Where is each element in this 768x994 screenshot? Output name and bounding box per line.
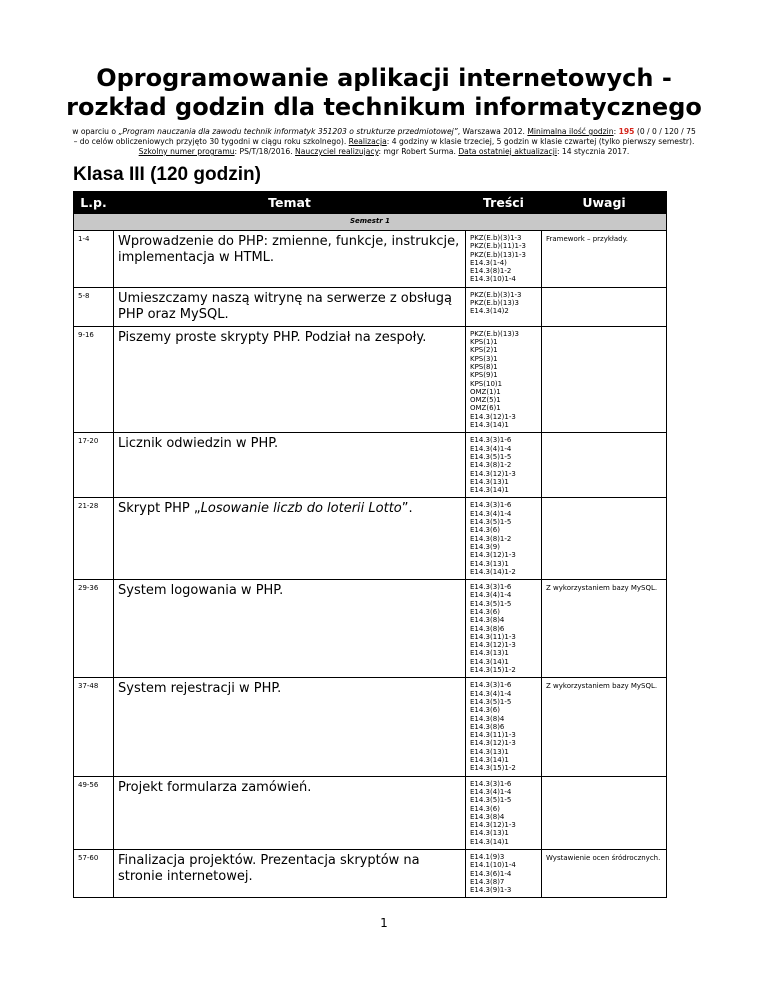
lesson-number: 57-60 bbox=[74, 850, 114, 898]
content-code: E14.3(13)1 bbox=[470, 477, 509, 486]
content-code: E14.3(3)1-6 bbox=[470, 681, 512, 690]
teacher-label: Nauczyciel realizujący bbox=[295, 147, 379, 156]
content-code: E14.3(8)6 bbox=[470, 722, 505, 731]
content-code: E14.3(12)1-3 bbox=[470, 469, 516, 478]
table-row bbox=[74, 326, 667, 433]
content-code: KPS(3)1 bbox=[470, 354, 498, 363]
intro-text: : 4 godziny w klasie trzeciej, 5 godzin w klasie czwartej (tylko pierwszy semestr). bbox=[386, 137, 695, 146]
content-code: E14.3(8)4 bbox=[470, 616, 505, 625]
intro-text: : mgr Robert Surma. bbox=[378, 147, 459, 156]
content-code: E14.3(8)1-2 bbox=[470, 534, 512, 543]
content-code: E14.3(3)1-6 bbox=[470, 436, 512, 445]
content-code: E14.3(5)1-5 bbox=[470, 796, 512, 805]
content-code: E14.3(9)1-3 bbox=[470, 886, 512, 895]
lesson-number: 9-16 bbox=[74, 326, 114, 433]
lesson-number: 37-48 bbox=[74, 678, 114, 776]
content-code: E14.3(4)1-4 bbox=[470, 591, 512, 600]
content-code: E14.3(8)6 bbox=[470, 624, 505, 633]
content-code: E14.3(12)1-3 bbox=[470, 551, 516, 560]
table-row bbox=[74, 433, 667, 498]
lesson-number: 29-36 bbox=[74, 580, 114, 678]
header-tresci: Treści bbox=[466, 192, 542, 214]
content-code: KPS(8)1 bbox=[470, 362, 498, 371]
content-code: PKZ(E.b)(13)3 bbox=[470, 329, 519, 338]
lesson-content-codes bbox=[466, 498, 542, 580]
intro-text: , Warszawa 2012. bbox=[457, 127, 528, 136]
content-code: E14.3(5)1-5 bbox=[470, 599, 512, 608]
content-code: E14.1(10)1-4 bbox=[470, 861, 516, 870]
lesson-notes: Z wykorzystaniem bazy MySQL. bbox=[542, 678, 667, 776]
lesson-notes bbox=[542, 433, 667, 498]
lesson-topic: System rejestracji w PHP. bbox=[114, 678, 466, 776]
table-header-row bbox=[74, 192, 667, 214]
content-code: E14.3(3)1-6 bbox=[470, 501, 512, 510]
lesson-number: 1-4 bbox=[74, 231, 114, 288]
content-code: E14.3(4)1-4 bbox=[470, 509, 512, 518]
lesson-content-codes bbox=[466, 776, 542, 849]
content-code: E14.3(8)4 bbox=[470, 812, 505, 821]
content-code: E14.3(14)1 bbox=[470, 486, 509, 495]
intro-paragraph bbox=[72, 127, 696, 157]
title-line-1: Oprogramowanie aplikacji internetowych - bbox=[96, 64, 672, 92]
lesson-notes: Z wykorzystaniem bazy MySQL. bbox=[542, 580, 667, 678]
topic-text: ”. bbox=[401, 501, 413, 517]
content-code: E14.3(13)1 bbox=[470, 829, 509, 838]
topic-italic: Losowanie liczb do loterii Lotto bbox=[200, 501, 402, 517]
content-code: PKZ(E.b)(11)1-3 bbox=[470, 242, 526, 251]
lesson-content-codes bbox=[466, 433, 542, 498]
lesson-notes bbox=[542, 326, 667, 433]
content-code: E14.3(15)1-2 bbox=[470, 666, 516, 675]
content-code: PKZ(E.b)(3)1-3 bbox=[470, 290, 522, 299]
lesson-notes bbox=[542, 776, 667, 849]
content-code: E14.3(8)1-2 bbox=[470, 461, 512, 470]
lesson-content-codes bbox=[466, 231, 542, 288]
content-code: KPS(2)1 bbox=[470, 346, 498, 355]
content-code: E14.3(15)1-2 bbox=[470, 764, 516, 773]
content-code: E14.3(8)1-2 bbox=[470, 267, 512, 276]
realization-label: Realizacja bbox=[348, 137, 387, 146]
lesson-content-codes bbox=[466, 678, 542, 776]
min-hours-label: Minimalna ilość godzin bbox=[527, 127, 614, 136]
program-name: „Program nauczania dla zawodu technik informatyk 351203 o strukturze przedmiotowej” bbox=[118, 127, 458, 136]
content-code: KPS(1)1 bbox=[470, 338, 498, 347]
semester-row bbox=[74, 214, 667, 231]
table-row bbox=[74, 580, 667, 678]
content-code: E14.3(4)1-4 bbox=[470, 444, 512, 453]
content-code: E14.3(11)1-3 bbox=[470, 632, 516, 641]
content-code: PKZ(E.b)(3)1-3 bbox=[470, 234, 522, 242]
table-row bbox=[74, 850, 667, 898]
content-code: E14.3(10)1-4 bbox=[470, 275, 516, 284]
lesson-topic: Wprowadzenie do PHP: zmienne, funkcje, instrukcje, implementacja w HTML. bbox=[114, 231, 466, 288]
content-code: OMZ(1)1 bbox=[470, 387, 501, 396]
document-title bbox=[40, 64, 728, 122]
content-code: E14.3(6) bbox=[470, 804, 500, 813]
lesson-number: 49-56 bbox=[74, 776, 114, 849]
content-code: E14.3(3)1-6 bbox=[470, 779, 512, 788]
lesson-notes: Framework – przykłady. bbox=[542, 231, 667, 288]
topic-text: Skrypt PHP „ bbox=[118, 501, 201, 517]
lesson-number: 21-28 bbox=[74, 498, 114, 580]
lesson-topic: Licznik odwiedzin w PHP. bbox=[114, 433, 466, 498]
content-code: PKZ(E.b)(13)3 bbox=[470, 299, 519, 308]
title-line-2: rozkład godzin dla technikum informatycznego bbox=[66, 93, 702, 121]
content-code: E14.3(5)1-5 bbox=[470, 518, 512, 527]
table-row bbox=[74, 498, 667, 580]
content-code: E14.3(13)1 bbox=[470, 559, 509, 568]
table-row bbox=[74, 231, 667, 288]
content-code: E14.3(1-4) bbox=[470, 258, 507, 267]
intro-text: : bbox=[613, 127, 619, 136]
lesson-topic: Umieszczamy naszą witrynę na serwerze z obsługą PHP oraz MySQL. bbox=[114, 287, 466, 326]
content-code: E14.3(13)1 bbox=[470, 747, 509, 756]
content-code: E14.3(4)1-4 bbox=[470, 689, 512, 698]
content-code: E14.3(5)1-5 bbox=[470, 452, 512, 461]
lesson-topic: Piszemy proste skrypty PHP. Podział na zespoły. bbox=[114, 326, 466, 433]
section-title: Klasa III (120 godzin) bbox=[73, 164, 261, 185]
content-code: E14.3(14)1 bbox=[470, 837, 509, 846]
content-code: E14.1(9)3 bbox=[470, 853, 505, 861]
content-code: E14.3(4)1-4 bbox=[470, 787, 512, 796]
lesson-topic: Finalizacja projektów. Prezentacja skryptów na stronie internetowej. bbox=[114, 850, 466, 898]
lesson-notes bbox=[542, 287, 667, 326]
lesson-content-codes bbox=[466, 850, 542, 898]
content-code: OMZ(6)1 bbox=[470, 404, 501, 413]
content-code: E14.3(12)1-3 bbox=[470, 412, 516, 421]
content-code: E14.3(11)1-3 bbox=[470, 731, 516, 740]
table-row bbox=[74, 776, 667, 849]
content-code: KPS(10)1 bbox=[470, 379, 503, 388]
update-date-label: Data ostatniej aktualizacji bbox=[458, 147, 557, 156]
content-code: OMZ(5)1 bbox=[470, 396, 501, 405]
header-lp: L.p. bbox=[74, 192, 114, 214]
content-code: E14.3(12)1-3 bbox=[470, 739, 516, 748]
content-code: E14.3(14)1 bbox=[470, 657, 509, 666]
content-code: E14.3(14)1-2 bbox=[470, 567, 516, 576]
table-row bbox=[74, 678, 667, 776]
content-code: E14.3(6) bbox=[470, 607, 500, 616]
intro-text: : PS/T/18/2016. bbox=[234, 147, 296, 156]
page-number: 1 bbox=[380, 916, 388, 930]
semester-label: Semestr 1 bbox=[74, 214, 667, 231]
content-code: E14.3(8)4 bbox=[470, 714, 505, 723]
content-code: E14.3(8)7 bbox=[470, 877, 505, 886]
content-code: KPS(9)1 bbox=[470, 371, 498, 380]
intro-text: : 14 stycznia 2017. bbox=[556, 147, 630, 156]
header-temat: Temat bbox=[114, 192, 466, 214]
header-uwagi: Uwagi bbox=[542, 192, 667, 214]
content-code: E14.3(14)1 bbox=[470, 756, 509, 765]
content-code: E14.3(6)1-4 bbox=[470, 869, 512, 878]
lesson-number: 17-20 bbox=[74, 433, 114, 498]
content-code: E14.3(12)1-3 bbox=[470, 821, 516, 830]
lesson-content-codes bbox=[466, 580, 542, 678]
intro-text: w oparciu o bbox=[72, 127, 119, 136]
lesson-number: 5-8 bbox=[74, 287, 114, 326]
intro-text: (0 / 0 / 120 / 75 – do celów obliczeniowych przyjęto 30 tygodni w ciągu roku szkolnego). bbox=[73, 127, 696, 146]
content-code: E14.3(13)1 bbox=[470, 649, 509, 658]
content-code: E14.3(6) bbox=[470, 706, 500, 715]
lesson-topic: Projekt formularza zamówień. bbox=[114, 776, 466, 849]
content-code: E14.3(9) bbox=[470, 542, 500, 551]
program-number-label: Szkolny numer programu bbox=[138, 147, 235, 156]
schedule-table bbox=[73, 191, 667, 898]
content-code: PKZ(E.b)(13)1-3 bbox=[470, 250, 526, 259]
lesson-notes: Wystawienie ocen śródrocznych. bbox=[542, 850, 667, 898]
content-code: E14.3(6) bbox=[470, 526, 500, 535]
lesson-notes bbox=[542, 498, 667, 580]
content-code: E14.3(12)1-3 bbox=[470, 641, 516, 650]
content-code: E14.3(14)2 bbox=[470, 307, 509, 316]
content-code: E14.3(5)1-5 bbox=[470, 697, 512, 706]
min-hours-value: 195 bbox=[618, 127, 635, 136]
lesson-topic bbox=[114, 498, 466, 580]
content-code: E14.3(14)1 bbox=[470, 421, 509, 430]
lesson-content-codes bbox=[466, 326, 542, 433]
lesson-content-codes bbox=[466, 287, 542, 326]
table-row bbox=[74, 287, 667, 326]
content-code: E14.3(3)1-6 bbox=[470, 583, 512, 592]
lesson-topic: System logowania w PHP. bbox=[114, 580, 466, 678]
